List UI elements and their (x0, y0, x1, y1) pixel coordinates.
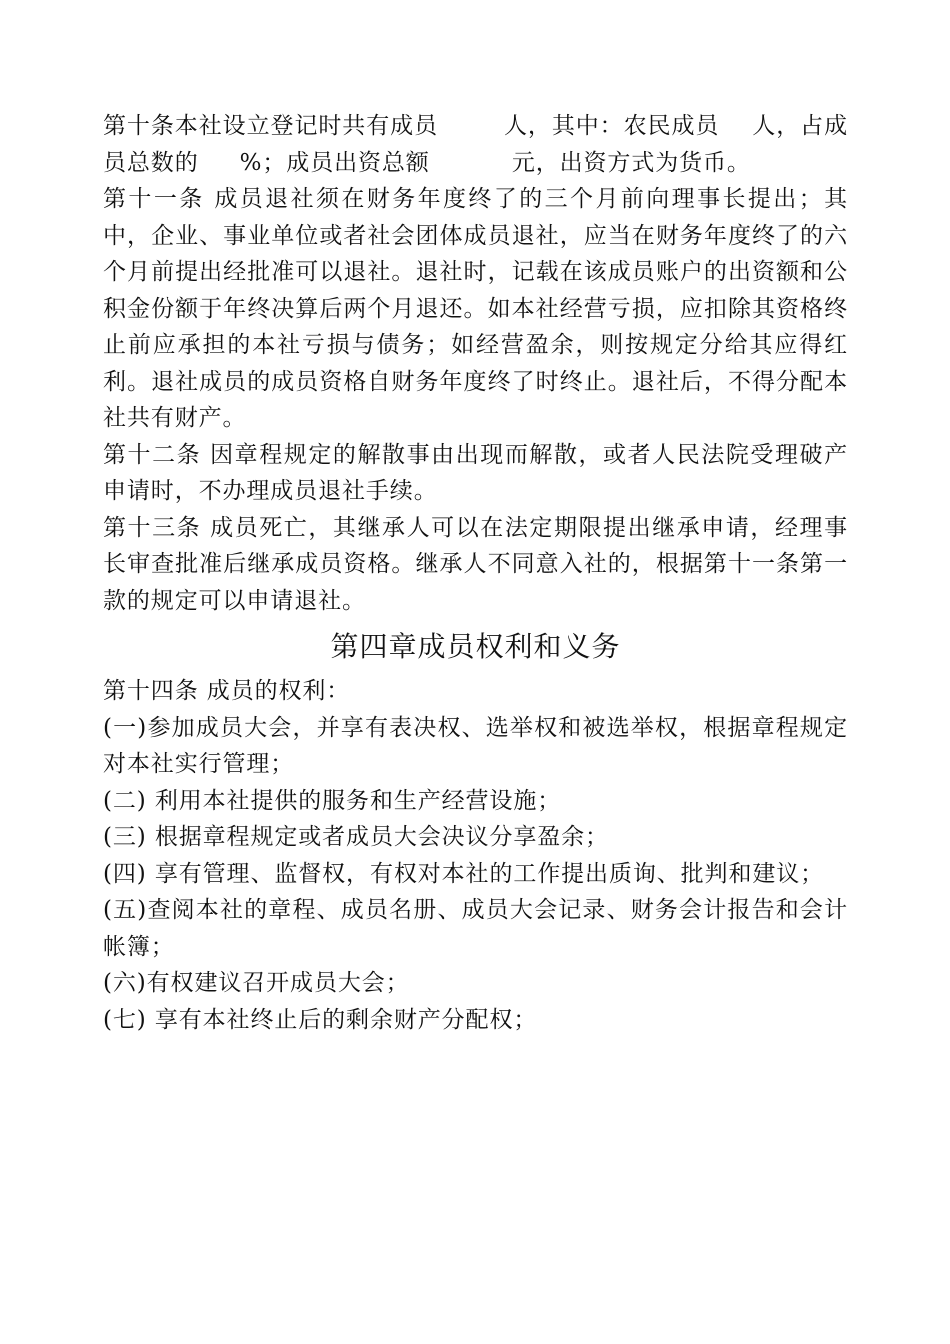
document-page (103, 108, 848, 1038)
article-14: 第十四条 成员的权利： (103, 678, 351, 704)
right-item-4: (四) 享有管理、监督权，有权对本社的工作提出质询、批判和建议； (103, 860, 825, 887)
chapter-title: 第四章成员权利和义务 (330, 630, 621, 663)
right-item-6: (六)有权建议召开成员大会； (103, 970, 410, 996)
right-item-2: (二) 利用本社提供的服务和生产经营设施； (103, 787, 562, 814)
right-item-1: (一)参加成员大会，并享有表决权、选举权和被选举权，根据章程规定对本社实行管理； (103, 714, 848, 777)
article-10: 第十条本社设立登记时共有成员 人，其中：农民成员 人，占成员总数的 %；成员出资总额 元，出资方式为货币。 (103, 113, 848, 176)
right-item-5: (五)查阅本社的章程、成员名册、成员大会记录、财务会计报告和会计帐簿； (103, 897, 848, 960)
article-12: 第十二条 因章程规定的解散事由出现而解散，或者人民法院受理破产申请时，不办理成员退社手续。 (103, 441, 848, 504)
right-item-3: (三) 根据章程规定或者成员大会决议分享盈余； (103, 824, 609, 850)
article-13: 第十三条 成员死亡，其继承人可以在法定期限提出继承申请，经理事长审查批准后继承成员资格。继承人不同意入社的，根据第十一条第一款的规定可以申请退社。 (103, 514, 848, 614)
right-item-7: (七) 享有本社终止后的剩余财产分配权； (103, 1006, 538, 1033)
article-11: 第十一条 成员退社须在财务年度终了的三个月前向理事长提出；其中，企业、事业单位或者社会团体成员退社，应当在财务年度终了的六个月前提出经批准可以退社。退社时，记载在该成员账户的出资额和公积金份额于年终决算后两个月退还。如本社经营亏损，应扣除其资格终止前应承担的本社亏损与债务；如经营盈余，则按规定分给其应得红利。退社成员的成员资格自财务年度终了时终止。退社后，不得分配本社共有财产。 (103, 186, 848, 431)
